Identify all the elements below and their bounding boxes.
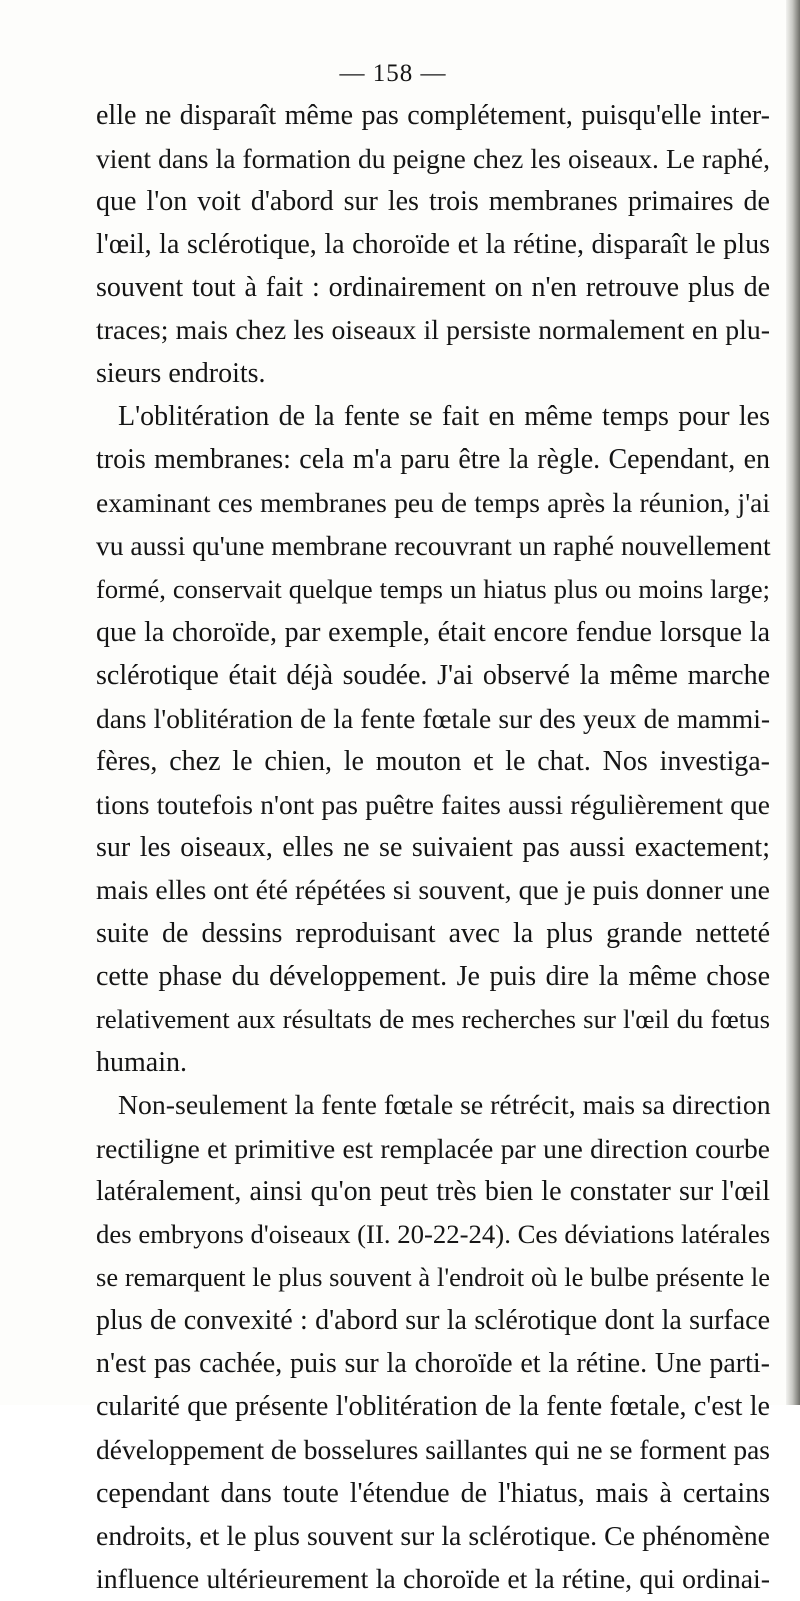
text-line: relativement aux résultats de mes recherches sur l'œil du fœtus [96,1003,770,1034]
text-line: cependant dans toute l'étendue de l'hiatus, mais à certains [96,1477,770,1509]
text-line: que l'on voit d'abord sur les trois membranes primaires de [96,186,770,218]
text-line: des embryons d'oiseaux (II. 20-22-24). Ces déviations latérales [96,1219,771,1250]
text-line: développement de bosselures saillantes qui ne se forment pas [96,1434,770,1466]
text-line: fères, chez le chien, le mouton et le chat. Nos investiga- [96,745,770,777]
text-line: traces; mais chez les oiseaux il persiste normalement en plu- [96,315,770,347]
text-line: endroits, et le plus souvent sur la sclérotique. Ce phénomène [96,1520,770,1552]
text-line: mais elles ont été répétées si souvent, que je puis donner une [96,874,770,906]
page-number: — 158 — [339,60,447,87]
text-line: suite de dessins reproduisant avec la plus grande netteté [96,917,770,949]
text-line: que la choroïde, par exemple, était encore fendue lorsque la [96,616,770,648]
text-line: influence ultérieurement la choroïde et la rétine, qui ordinai- [96,1563,770,1595]
text-line: l'œil, la sclérotique, la choroïde et la rétine, disparaît le plus [96,229,770,261]
text-line: vu aussi qu'une membrane recouvrant un raphé nouvellement [96,530,771,562]
text-line: dans l'oblitération de la fente fœtale sur des yeux de mammi- [96,702,770,734]
text-line: formé, conservait quelque temps un hiatus plus ou moins large; [96,573,770,604]
text-line: elle ne disparaît même pas complétement, puisqu'elle inter- [96,100,770,131]
paragraph-first-line: Non-seulement la fente fœtale se rétrécit, mais sa direction [118,1090,771,1122]
text-line: examinant ces membranes peu de temps après la réunion, j'ai [96,487,770,519]
text-line: souvent tout à fait : ordinairement on n'en retrouve plus de [96,272,770,304]
text-line: sclérotique était déjà soudée. J'ai observé la même marche [96,659,770,691]
text-line: rectiligne et primitive est remplacée par une direction courbe [96,1133,770,1165]
text-line: sur les oiseaux, elles ne se suivaient pas aussi exactement; [96,831,770,863]
text-line: tions toutefois n'ont pas puêtre faites aussi régulièrement que [96,788,770,820]
text-line: cette phase du développement. Je puis dire la même chose [96,960,770,992]
text-line: humain. [96,1047,187,1079]
text-line: trois membranes: cela m'a paru être la règle. Cependant, en [96,444,770,476]
page-edge-shadow [786,0,800,1405]
text-line: vient dans la formation du peigne chez les oiseaux. Le raphé, [96,143,770,175]
text-line: cularité que présente l'oblitération de la fente fœtale, c'est le [96,1391,770,1423]
text-line: se remarquent le plus souvent à l'endroit où le bulbe présente le [96,1262,770,1293]
text-line: latéralement, ainsi qu'on peut très bien le constater sur l'œil [96,1176,770,1208]
paragraph-first-line: L'oblitération de la fente se fait en même temps pour les [118,401,770,433]
body-text [96,94,770,1601]
text-line: sieurs endroits. [96,358,266,390]
text-line: plus de convexité : d'abord sur la sclérotique dont la surface [96,1305,770,1337]
text-line: n'est pas cachée, puis sur la choroïde et la rétine. Une parti- [96,1348,770,1380]
